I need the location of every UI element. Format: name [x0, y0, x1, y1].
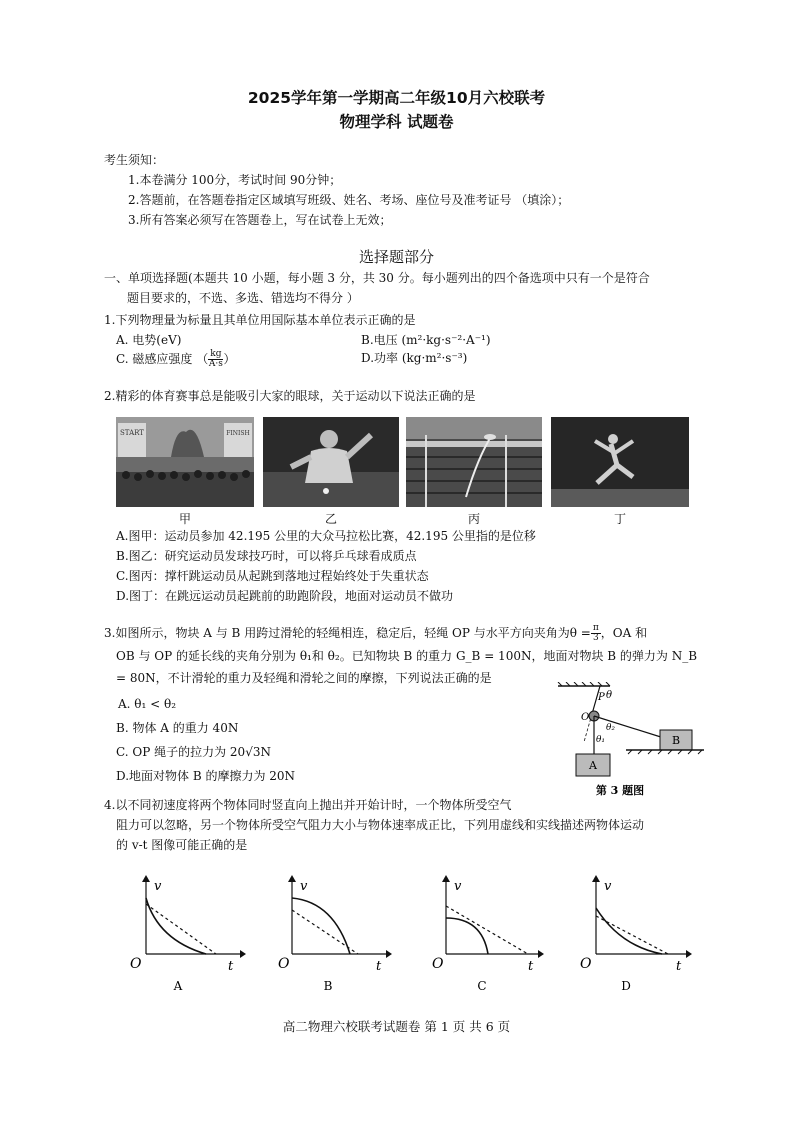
q3-figure: [556, 682, 706, 802]
q3-label-o: O: [581, 712, 590, 723]
q2-photo-label-4: 丁: [613, 512, 626, 526]
q3-label-theta2: θ₂: [606, 723, 616, 733]
q4-graph-a: [128, 870, 246, 1000]
q4-graph-b-dashed: [292, 910, 358, 954]
notice-item-3: 3.所有答案必须写在答题卷上，写在试卷上无效；: [128, 213, 392, 227]
q4-graph-d: [580, 870, 698, 1000]
q4-graph-d-t: t: [676, 959, 682, 974]
q1-option-c-num: kg: [210, 349, 222, 359]
q3-label-a: A: [589, 759, 597, 772]
q3-line1-a: 3.如图所示，物块 A 与 B 用跨过滑轮的轻绳相连，稳定后，轻绳 OP 与水平方向夹角为θ =: [104, 626, 591, 640]
q4-graph-d-v: v: [604, 879, 612, 894]
q3-label-theta: θ: [606, 690, 613, 701]
q3-option-d: D.地面对物体 B 的摩擦力为 20N: [116, 769, 296, 783]
q1-option-a: A. 电势(eV): [116, 333, 182, 347]
q3-line1: [104, 624, 647, 643]
q3-line2: OB 与 OP 的延长线的夹角分别为 θ₁和 θ₂。已知物块 B 的重力 G_B = 100N，地面对物块 B 的弹力为 N_B: [116, 649, 698, 663]
q1-option-c: C. 磁感应强度 （ $\frac{kg}{A\cdot s}$ ）: [116, 349, 236, 369]
q4-graph-d-o: O: [580, 956, 592, 972]
q4-graph-a-dashed: [146, 904, 216, 954]
q2-stem: 2.精彩的体育赛事总是能吸引大家的眼球，关于运动以下说法正确的是: [104, 389, 476, 403]
q2-photo-label-2: 乙: [324, 512, 337, 526]
q4-graph-c-label: C: [477, 979, 487, 993]
q3-figure-caption: 第 3 题图: [595, 784, 645, 797]
q1-option-d-prefix: D.功率: [361, 351, 399, 365]
q4-graph-c-v: v: [454, 879, 462, 894]
q3-line3: = 80N，不计滑轮的重力及轻绳和滑轮之间的摩擦，下列说法正确的是: [116, 671, 492, 685]
q2-option-b: B.图乙：研究运动员发球技巧时，可以将乒乓球看成质点: [116, 549, 417, 563]
q1-option-d: [361, 350, 467, 367]
q2-photo-label-3: 丙: [467, 512, 480, 526]
q2-option-a: A.图甲：运动员参加 42.195 公里的大众马拉松比赛，42.195 公里指的是位移: [116, 529, 536, 543]
q1-option-b: [361, 332, 491, 349]
q4-graph-b-label: B: [323, 979, 333, 993]
q3-option-b: B. 物体 A 的重力 40N: [116, 721, 239, 735]
q2-photo-pole-vault: [406, 417, 542, 507]
q4-graph-b-v: v: [300, 879, 308, 894]
q2-photo-label-1: 甲: [178, 512, 191, 526]
q3-label-b: B: [671, 734, 681, 747]
q4-graph-b-solid: [292, 898, 350, 954]
notice-heading: 考生须知：: [104, 153, 165, 167]
q2-photo-start-text: START: [120, 429, 144, 437]
q2-photo-marathon: [116, 417, 254, 507]
notice-item-1: 1.本卷满分 100分，考试时间 90分钟；: [128, 173, 342, 187]
part1-line2: 题目要求的，不选、多选、错选均不得分 ）: [127, 291, 359, 305]
q4-graph-b: [278, 870, 396, 1000]
section-title: 选择题部分: [358, 248, 434, 266]
q4-graph-b-o: O: [278, 956, 290, 972]
q3-line1-b: ，OA 和: [600, 626, 648, 640]
q3-theta-den: 3: [592, 633, 599, 643]
q4-graph-a-v: v: [154, 879, 162, 894]
q4-graph-c: [430, 870, 548, 1000]
notice-item-2: 2.答题前，在答题卷指定区域填写班级、姓名、考场、座位号及准考证号 （填涂）；: [128, 193, 570, 207]
q4-line3: 的 v-t 图像可能正确的是: [116, 838, 248, 852]
q1-stem: 1.下列物理量为标量且其单位用国际基本单位表示正确的是: [104, 313, 416, 327]
q4-line2: 阻力可以忽略，另一个物体所受空气阻力大小与物体速率成正比，下列用虚线和实线描述两物体运动: [116, 818, 645, 832]
q1-option-c-unit: [208, 350, 223, 369]
q3-theta-value: [591, 624, 601, 643]
q1-option-d-unit: (kg·m²·s⁻³): [401, 351, 468, 365]
q4-graph-a-t: t: [228, 959, 234, 974]
q2-option-c: C.图丙：撑杆跳运动员从起跳到落地过程始终处于失重状态: [116, 569, 429, 583]
q2-photo-finish-text: FINISH: [226, 430, 250, 437]
q4-graph-c-solid: [446, 918, 488, 954]
q2-photo-long-jump: [551, 417, 689, 507]
exam-title: 2025学年第一学期高二年级10月六校联考: [247, 89, 546, 107]
q1-option-b-unit: (m²·kg·s⁻²·A⁻¹): [401, 333, 491, 347]
q3-label-theta1: θ₁: [596, 735, 606, 745]
q3-theta-num: π: [592, 623, 599, 633]
q4-graph-b-t: t: [376, 959, 382, 974]
q4-graph-c-t: t: [528, 959, 534, 974]
q2-photo-table-tennis: [263, 417, 399, 507]
q4-graph-a-label: A: [173, 979, 183, 993]
q4-graph-c-o: O: [432, 956, 444, 972]
q4-graph-d-solid: [596, 908, 662, 954]
q1-option-c-prefix: C. 磁感应强度: [116, 352, 193, 366]
q4-graph-a-o: O: [130, 956, 142, 972]
q3-option-c: C. OP 绳子的拉力为 20√3N: [116, 745, 271, 759]
exam-subtitle: 物理学科 试题卷: [339, 113, 454, 131]
part1-line1: 一、单项选择题(本题共 10 小题，每小题 3 分，共 30 分。每小题列出的四个备选项中只有一个是符合: [104, 271, 650, 285]
q3-label-p: P: [598, 692, 605, 703]
q4-line1: 4.以不同初速度将两个物体同时竖直向上抛出并开始计时，一个物体所受空气: [104, 798, 512, 812]
q1-option-b-prefix: B.电压: [361, 333, 398, 347]
q4-graph-d-label: D: [621, 979, 631, 993]
page-footer: 高二物理六校联考试题卷 第 1 页 共 6 页: [282, 1019, 511, 1034]
q1-option-c-den: A·s: [208, 359, 223, 369]
q3-option-a: A. θ₁ < θ₂: [118, 697, 177, 711]
q2-option-d: D.图丁：在跳远运动员起跳前的助跑阶段，地面对运动员不做功: [116, 589, 454, 603]
q4-graph-d-dashed: [596, 916, 668, 954]
